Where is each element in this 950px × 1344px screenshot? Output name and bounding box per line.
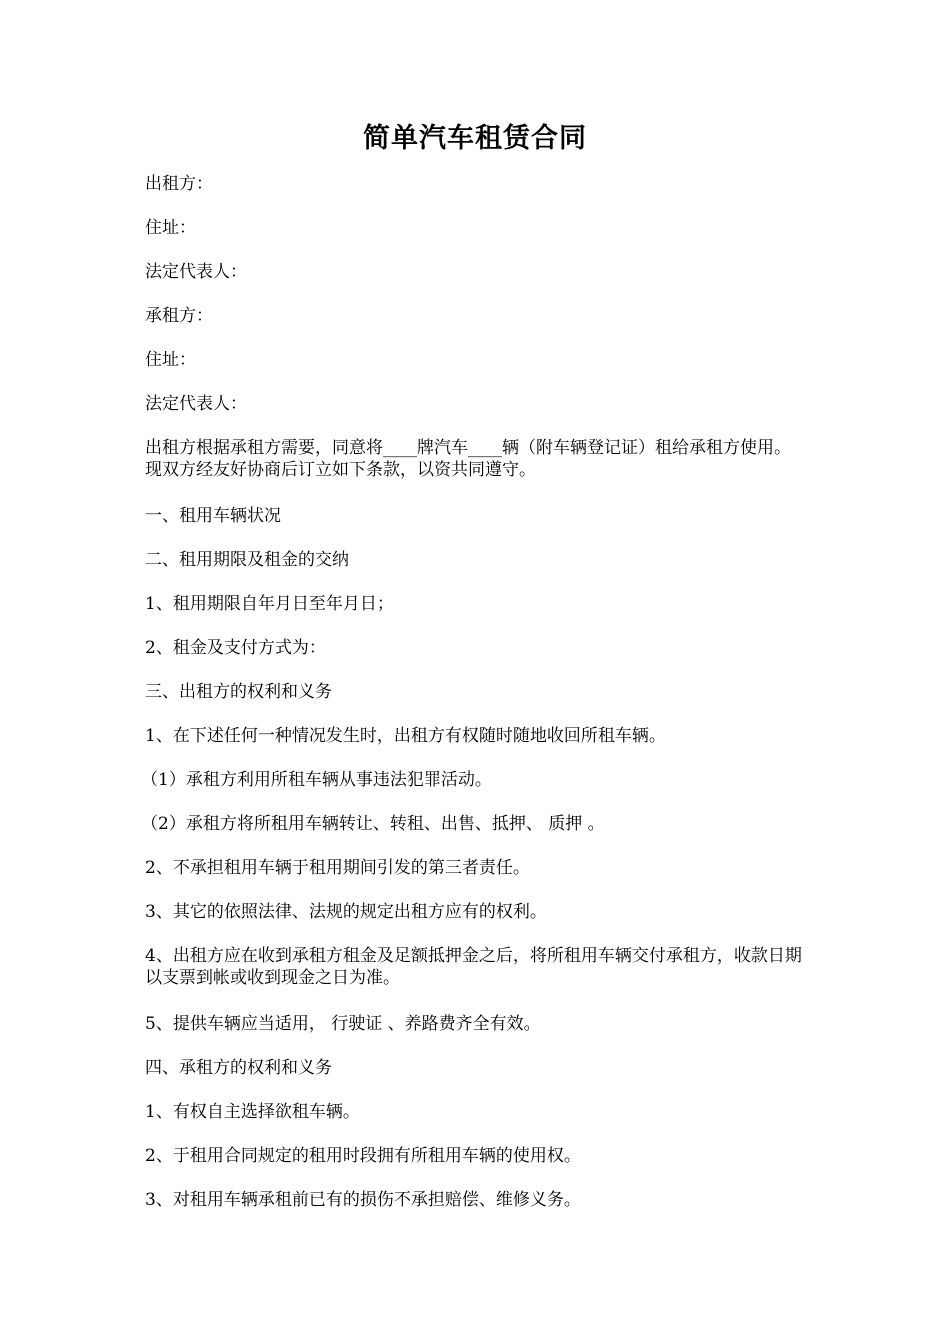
lessor-address-label: 住址： [145, 218, 196, 238]
section-heading-1: 一、租用车辆状况 [145, 506, 281, 526]
section-heading-3: 三、出租方的权利和义务 [145, 682, 332, 702]
preamble-paragraph: 出租方根据承租方需要，同意将____牌汽车____辆（附车辆登记证）租给承租方使用。现双方经友好协商后订立如下条款，以资共同遵守。 [145, 438, 791, 480]
clause-2-1: 1、租用期限自年月日至年月日； [145, 594, 394, 614]
clause-4-2: 2、于租用合同规定的租用时段拥有所租用车辆的使用权。 [145, 1146, 581, 1166]
clause-2-2: 2、租金及支付方式为： [145, 638, 326, 658]
clause-4-1: 1、有权自主选择欲租车辆。 [145, 1102, 360, 1122]
clause-3-4: 4、出租方应在收到承租方租金及足额抵押金之后，将所租用车辆交付承租方，收款日期以支票到帐或收到现金之日为准。 [145, 946, 802, 988]
clause-4-3: 3、对租用车辆承租前已有的损伤不承担赔偿、维修义务。 [145, 1190, 581, 1210]
clause-3-2: 2、不承担租用车辆于租用期间引发的第三者责任。 [145, 858, 530, 878]
document-title: 简单汽车租赁合同 [363, 123, 587, 154]
clause-3-3: 3、其它的依照法律、法规的规定出租方应有的权利。 [145, 902, 547, 922]
lessor-representative-label: 法定代表人： [145, 262, 247, 282]
lessor-label: 出租方： [145, 174, 213, 194]
clause-3-1-item-2: （2）承租方将所租用车辆转让、转租、出售、抵押、 质押 。 [141, 814, 605, 834]
clause-3-1: 1、在下述任何一种情况发生时，出租方有权随时随地收回所租车辆。 [145, 726, 666, 746]
section-heading-4: 四、承租方的权利和义务 [145, 1058, 332, 1078]
lessee-label: 承租方： [145, 306, 213, 326]
lessee-address-label: 住址： [145, 350, 196, 370]
clause-3-1-item-1: （1）承租方利用所租车辆从事违法犯罪活动。 [141, 770, 492, 790]
clause-3-5: 5、提供车辆应当适用， 行驶证 、养路费齐全有效。 [145, 1014, 541, 1034]
section-heading-2: 二、租用期限及租金的交纳 [145, 550, 349, 570]
lessee-representative-label: 法定代表人： [145, 394, 247, 414]
